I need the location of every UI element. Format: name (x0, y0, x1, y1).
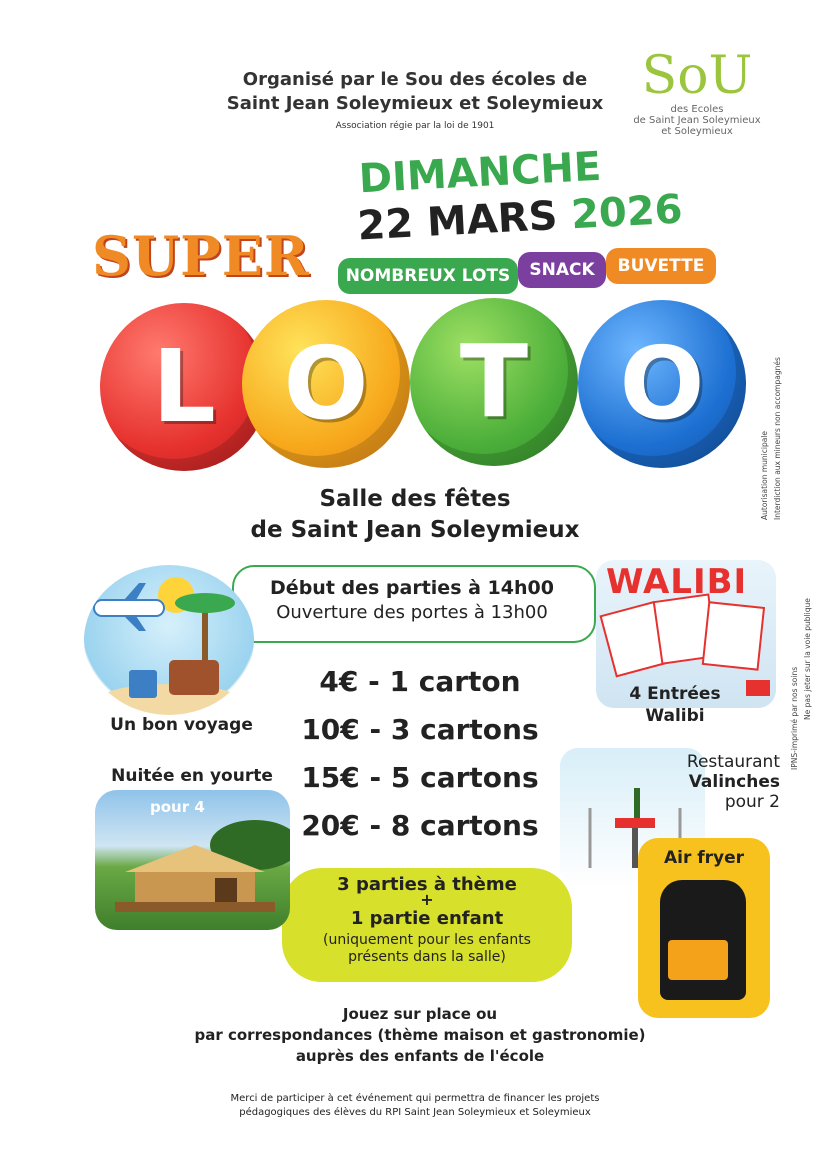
organizer-line2: Saint Jean Soleymieux et Soleymieux (226, 93, 604, 114)
air-fryer-label: Air fryer (663, 848, 745, 868)
legal-line1: Autorisation municipale (760, 431, 769, 520)
play-line1: Jouez sur place ou (342, 1005, 498, 1023)
play-info (180, 1004, 660, 1067)
restaurant-line3: pour 2 (724, 792, 780, 812)
theme-note-line1: (uniquement pour les enfants (323, 932, 531, 948)
schedule-start: Début des parties à 14h00 (270, 577, 554, 599)
logo-subtitle2: de Saint Jean Soleymieux (633, 115, 761, 126)
venue-line2: de Saint Jean Soleymieux (250, 517, 580, 543)
thanks-note (190, 1092, 640, 1120)
thanks-line1: Merci de participer à cet événement qui permettra de financer les projets (230, 1093, 600, 1104)
venue (180, 484, 650, 546)
yurt-tag: pour 4 (150, 798, 205, 816)
walibi-logo: WALIBI (606, 562, 748, 602)
theme-note-line2: présents dans la salle) (348, 949, 506, 965)
tag-nombreux-lots: NOMBREUX LOTS (338, 258, 518, 294)
yurt-label: Nuitée en yourte (111, 766, 273, 786)
logo-subtitle1: des Ecoles (670, 104, 724, 115)
fries-icon (668, 940, 728, 980)
loto-ball-t: T (410, 298, 578, 466)
event-day: DIMANCHE (357, 143, 603, 203)
thanks-line2: pédagogiques des élèves du RPI Saint Jean Soleymieux et Soleymieux (239, 1107, 591, 1118)
loto-ball-l: L (100, 303, 268, 471)
restaurant-label (640, 752, 780, 812)
tag-snack: SNACK (518, 252, 606, 288)
loto-ball-o1: O (242, 300, 410, 468)
airplane-palm-icon (84, 565, 254, 715)
association-note: Association régie par la loi de 1901 (335, 121, 495, 131)
logo-subtitle3: et Soleymieux (661, 126, 733, 137)
sou-logo (622, 48, 772, 166)
venue-line1: Salle des fêtes (319, 486, 511, 512)
voyage-illustration (84, 565, 254, 715)
event-year: 2026 (570, 186, 684, 239)
price-8-cartons: 20€ - 8 cartons (301, 809, 539, 842)
theme-plus: + (420, 890, 434, 909)
event-date-daymonth: 22 MARS (356, 193, 559, 250)
logo-title: SoU (641, 46, 753, 106)
legal-line4: Ne pas jeter sur la voie publique (803, 598, 812, 720)
theme-line2: 1 partie enfant (350, 908, 504, 929)
theme-line1: 3 parties à thème (337, 874, 517, 895)
walibi-line2: Walibi (645, 706, 705, 726)
schedule-doors: Ouverture des portes à 13h00 (276, 602, 548, 623)
organizer-line1: Organisé par le Sou des écoles de (242, 69, 588, 90)
super-title: SUPER (92, 224, 310, 288)
play-line3: auprès des enfants de l'école (295, 1047, 545, 1065)
legal-line2: Interdiction aux mineurs non accompagnés (773, 357, 782, 520)
loto-ball-o2: O (578, 300, 746, 468)
walibi-label (610, 683, 740, 727)
legal-notice (760, 150, 820, 770)
price-5-cartons: 15€ - 5 cartons (301, 761, 539, 794)
play-line2: par correspondances (thème maison et gastronomie) (194, 1026, 646, 1044)
voyage-label: Un bon voyage (110, 715, 253, 735)
tag-buvette: BUVETTE (606, 248, 716, 284)
restaurant-line1: Restaurant (686, 752, 780, 772)
walibi-line1: 4 Entrées (629, 684, 721, 704)
organizer-text (190, 68, 640, 116)
legal-line3: IPNS-imprimé par nos soins (790, 666, 799, 770)
price-3-cartons: 10€ - 3 cartons (301, 713, 539, 746)
price-1-carton: 4€ - 1 carton (319, 665, 521, 698)
restaurant-name: Valinches (688, 772, 780, 792)
theme-note (282, 932, 572, 966)
